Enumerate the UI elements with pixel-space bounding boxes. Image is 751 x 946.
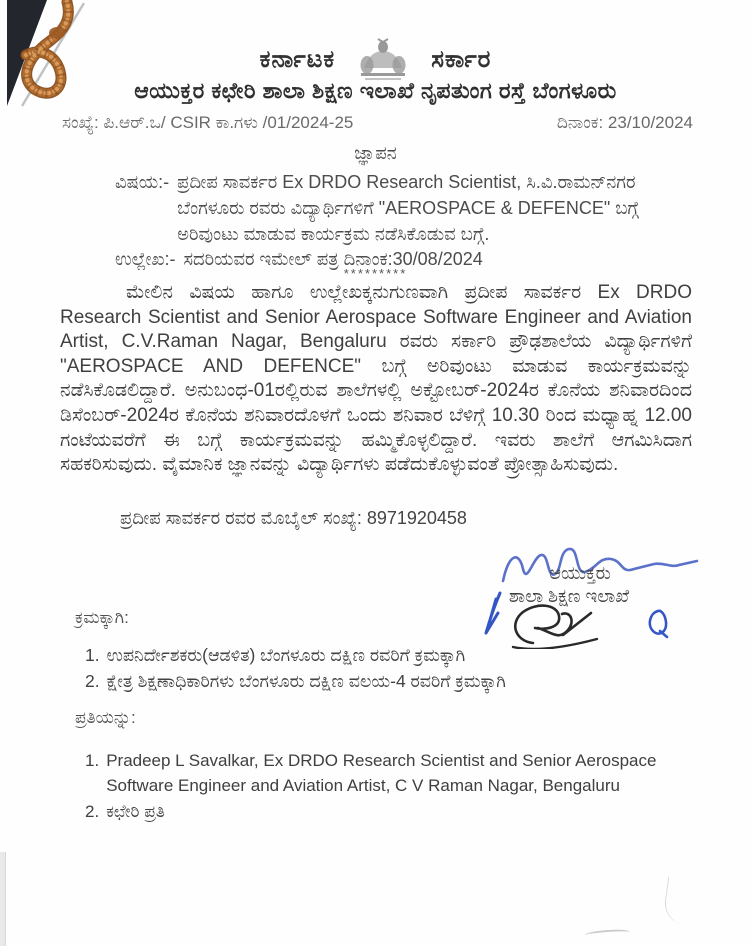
reference-text: ಸದರಿಯವರ ಇಮೇಲ್ ಪತ್ರ ದಿನಾಂಕ:30/08/2024 [183, 249, 483, 269]
subject-label: ವಿಷಯ:- [115, 172, 170, 192]
ref-number: ಸಂಖ್ಯೆ: ಪಿ.ಆರ್.ಒ/ CSIR ಕಾ.ಗಳು /01/2024-25 [62, 113, 354, 132]
subject-text: ಪ್ರದೀಪ ಸಾವರ್ಕರ Ex DRDO Research Scientist, ಸಿ.ವಿ.ರಾಮನ್‌ನಗರ ಬೆಂಗಳೂರು ರವರು ವಿದ್ಯಾರ್ಥಿಗಳಿಗೆ "AEROSPACE & DEFENCE" ಬಗ್ಗೆ ಅರಿವುಂಟು ಮಾಡುವ ಕಾರ್ಯಕ್ರಮ ನಡೆಸಿಕೊಡುವ ಬಗ್ಗೆ. [177, 172, 639, 244]
page-edge [0, 852, 6, 946]
letterhead-government-line [0, 38, 751, 82]
office-address-line: ಆಯುಕ್ತರ ಕಛೇರಿ ಶಾಲಾ ಶಿಕ್ಷಣ ಇಲಾಖೆ ನೃಪತುಂಗ ರಸ್ತೆ ಬೆಂಗಳೂರು [134, 78, 617, 103]
karnataka-state-emblem-icon [359, 38, 407, 82]
action-section-label: ಕ್ರಮಕ್ಕಾಗಿ: [75, 608, 129, 627]
letter-date: ದಿನಾಂಕ: 23/10/2024 [556, 113, 693, 132]
separator-stars: ********* [343, 266, 408, 281]
reference-number-row [62, 113, 693, 133]
scan-smudge [585, 928, 630, 938]
copy-section-label: ಪ್ರತಿಯನ್ನು: [75, 708, 136, 727]
action-list-item [85, 668, 506, 694]
contact-mobile-line: ಪ್ರದೀಪ ಸಾವರ್ಕರ ರವರ ಮೊಬೈಲ್ ಸಂಖ್ಯೆ: 8971920458 [120, 508, 467, 528]
action-list [85, 642, 506, 694]
memo-body-paragraph: ಮೇಲಿನ ವಿಷಯ ಹಾಗೂ ಉಲ್ಲೇಖಕ್ಕನುಗುಣವಾಗಿ ಪ್ರದೀಪ ಸಾವರ್ಕರ Ex DRDO Research Scientist and Senior Aerospace Software Engineer and Aviation Artist, C.V.Raman Nagar, Bengaluru ರವರು ಸರ್ಕಾರಿ ಪ್ರೌಢಶಾಲೆಯ ವಿದ್ಯಾರ್ಥಿಗಳಿಗೆ "AEROSPACE AND DEFENCE" ಬಗ್ಗೆ ಅರಿವುಂಟು ಮಾಡುವ ಕಾರ್ಯಕ್ರಮವನ್ನು ನಡೆಸಿಕೊಡಲಿದ್ದಾರೆ. ಅನುಬಂಧ-01ರಲ್ಲಿರುವ ಶಾಲೆಗಳಲ್ಲಿ ಅಕ್ಟೋಬರ್-2024ರ ಕೊನೆಯ ಶನಿವಾರದಿಂದ ಡಿಸೆಂಬರ್-2024ರ ಕೊನೆಯ ಶನಿವಾರದೊಳಗೆ ಒಂದು ಶನಿವಾರ ಬೆಳಿಗ್ಗೆ 10.30 ರಿಂದ ಮಧ್ಯಾಹ್ನ 12.00 ಗಂಟೆಯವರೆಗೆ ಈ ಬಗ್ಗೆ ಕಾರ್ಯಕ್ರಮವನ್ನು ಹಮ್ಮಿಕೊಳ್ಳಲಿದ್ದಾರೆ. ಇವರು ಶಾಲೆಗೆ ಆಗಮಿಸಿದಾಗ ಸಹಕರಿಸುವುದು. ವೈಮಾನಿಕ ಜ್ಞಾನವನ್ನು ವಿದ್ಯಾರ್ಥಿಗಳು ಪಡೆದುಕೊಳ್ಳುವಂತೆ ಪ್ರೋತ್ಸಾಹಿಸುವುದು. [60, 282, 692, 476]
copy-list-item [85, 799, 700, 824]
signatory-department: ಶಾಲಾ ಶಿಕ್ಷಣ ಇಲಾಖೆ [508, 586, 630, 606]
list-number: 2. [85, 802, 100, 821]
reference-label: ಉಲ್ಲೇಖ:- [115, 249, 176, 269]
scan-smudge [662, 877, 691, 926]
memo-heading: ಜ್ಞಾಪನ [354, 143, 397, 163]
subject-block [115, 169, 675, 247]
copy-list [85, 748, 700, 825]
list-text: ಉಪನಿರ್ದೇಶಕರು(ಆಡಳಿತ) ಬೆಂಗಳೂರು ದಕ್ಷಿಣ ರವರಿಗೆ ಕ್ರಮಕ್ಕಾಗಿ [106, 645, 466, 665]
copy-list-item [85, 748, 700, 798]
action-list-item [85, 642, 506, 668]
list-text: Pradeep L Savalkar, Ex DRDO Research Scientist and Senior Aerospace Software Engineer and Aviation Artist, C V Raman Nagar, Bengaluru [106, 751, 657, 795]
list-number: 2. [85, 671, 100, 691]
handwritten-initials-icon [505, 597, 625, 649]
signatory-title: ಆಯುಕ್ತರು [549, 563, 611, 583]
state-name: ಕರ್ನಾಟಕ [259, 46, 336, 73]
list-number: 1. [85, 751, 100, 770]
blue-initial-mark-icon [645, 607, 671, 639]
government-word: ಸರ್ಕಾರ [431, 46, 492, 73]
list-text: ಕ್ಷೇತ್ರ ಶಿಕ್ಷಣಾಧಿಕಾರಿಗಳು ಬೆಂಗಳೂರು ದಕ್ಷಿಣ ವಲಯ-4 ರವರಿಗೆ ಕ್ರಮಕ್ಕಾಗಿ [106, 671, 506, 691]
list-text: ಕಛೇರಿ ಪ್ರತಿ [106, 802, 165, 821]
list-number: 1. [85, 645, 100, 665]
